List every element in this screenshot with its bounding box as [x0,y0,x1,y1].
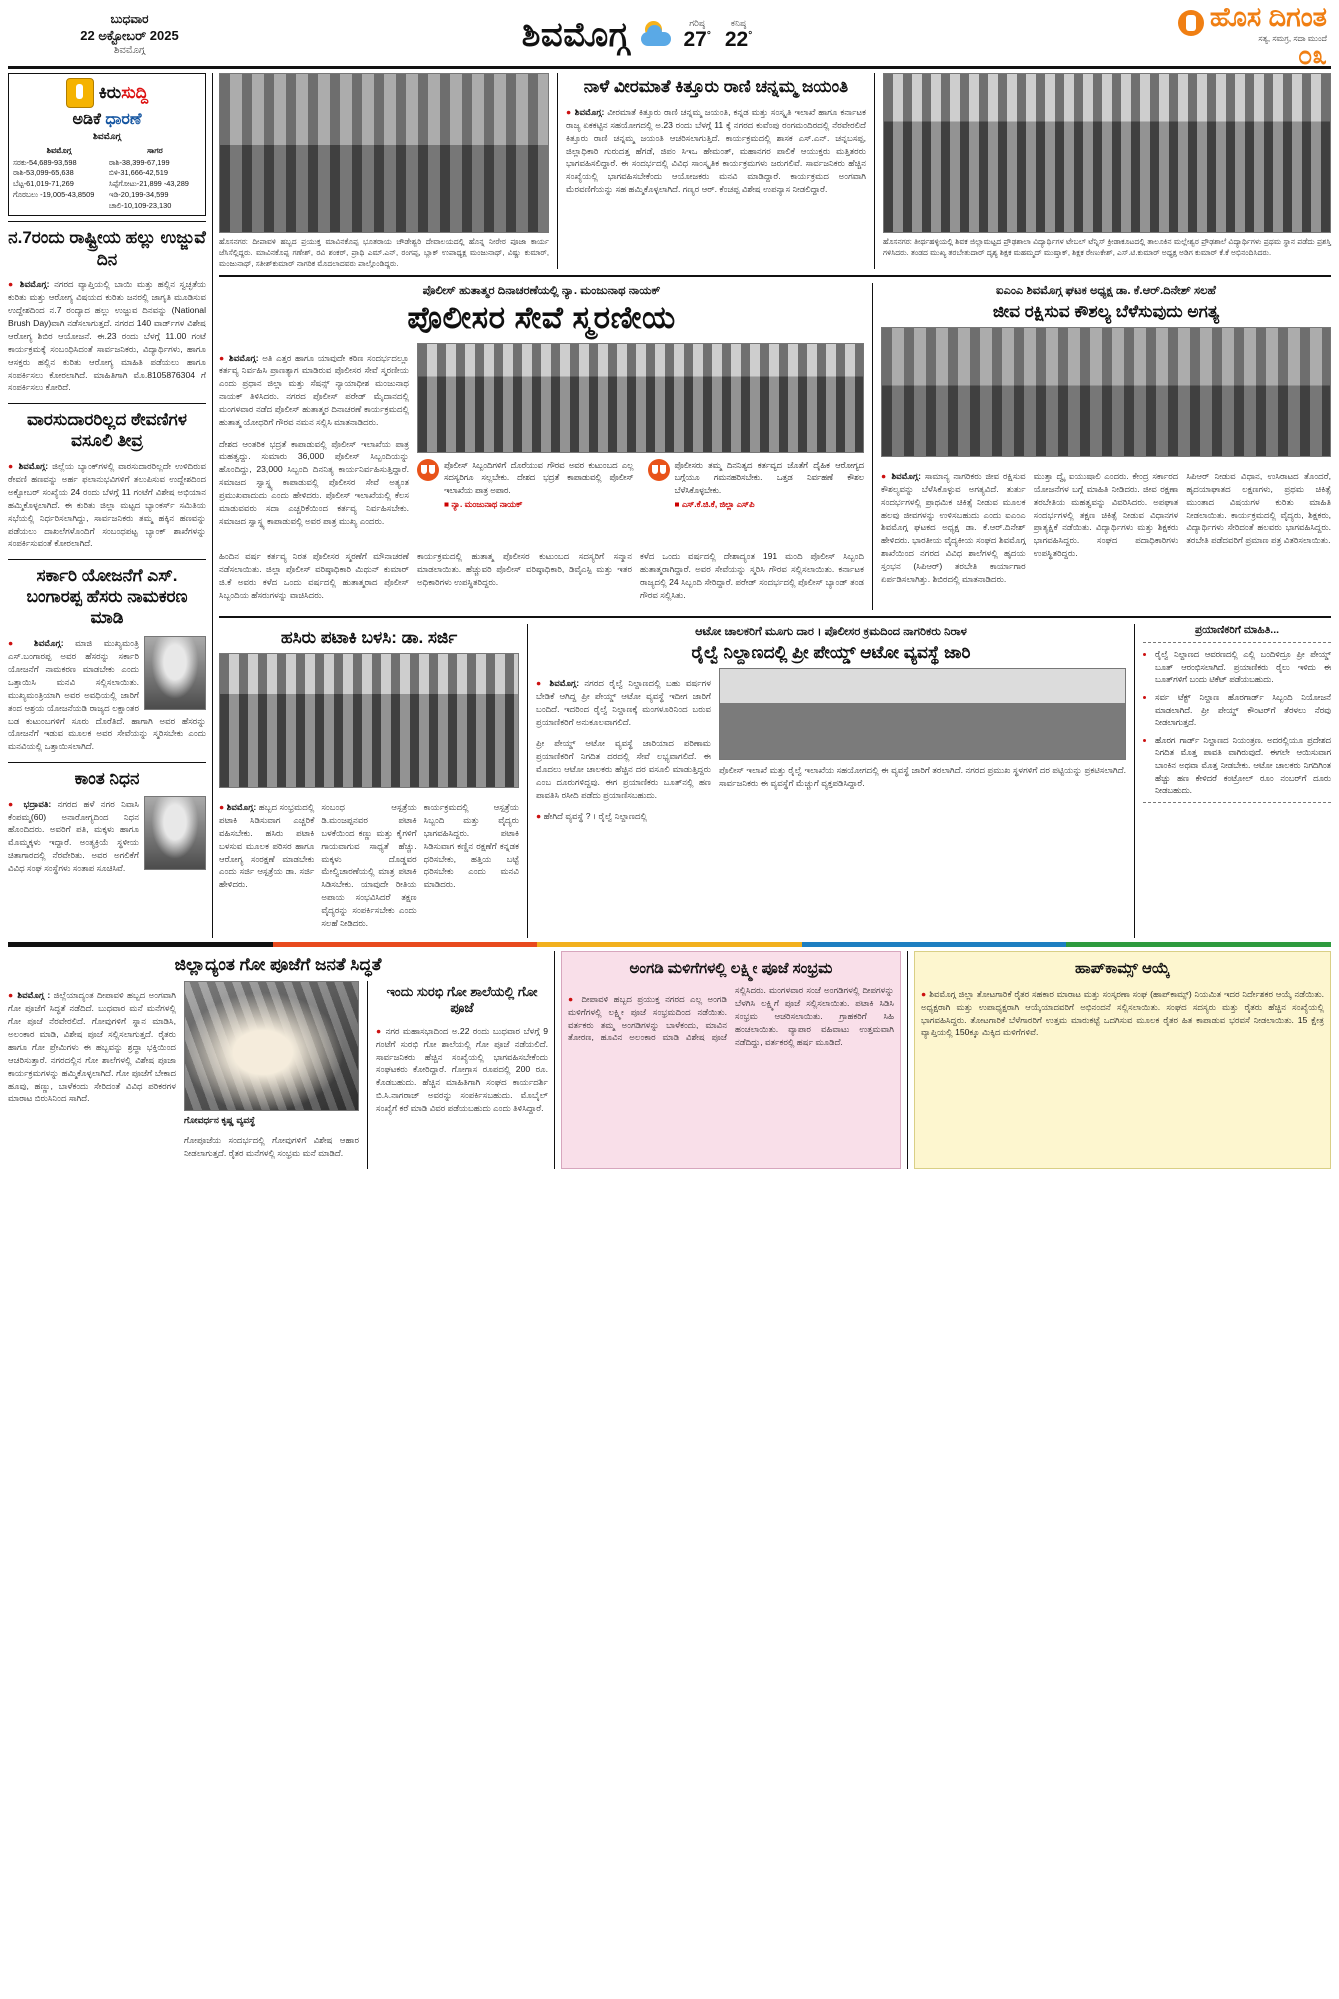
lakshmi-puja-box [561,951,901,1168]
firecracker-body-col1: ● ಶಿವಮೊಗ್ಗ: ಹಬ್ಬದ ಸಂಭ್ರಮದಲ್ಲಿ ಪಟಾಕಿ ಸಿಡಿಸುವಾಗ ಎಚ್ಚರಿಕೆ ವಹಿಸಬೇಕು. ಹಸಿರು ಪಟಾಕಿ ಬಳಸುವ ಮೂಲಕ ಪರಿಸರ ಹಾಗೂ ಆರೋಗ್ಯ ಸಂರಕ್ಷಣೆ ಮಾಡಬೇಕು ಎಂದು ಸರ್ಜಿ ಆಸ್ಪತ್ರೆಯ ಡಾ. ಸರ್ಜಿ ಹೇಳಿದರು. [219,801,315,890]
auto-headline: ರೈಲ್ವೆ ನಿಲ್ದಾಣದಲ್ಲಿ ಪ್ರೀ ಪೇಯ್ಡ್ ಆಟೋ ವ್ಯವಸ್ಥೆ ಜಾರಿ [691,643,971,663]
rate-col1-head: ಶಿವಮೊಗ್ಗ [46,146,72,155]
story-text: ಜಿಲ್ಲೆಯ ಬ್ಯಾಂಕ್‌ಗಳಲ್ಲಿ ವಾರಸುದಾರರಿಲ್ಲದೇ ಉಳಿದಿರುವ ಠೇವಣಿ ಹಣವನ್ನು ಅರ್ಹ ಫಲಾನುಭವಿಗಳಿಗೆ ತಲುಪಿಸುವ ಉದ್ದೇಶದಿಂದ ಅಕ್ಟೋಬರ್ ಸಂಖ್ಯೆಯ 24 ರಂದು ಬೆಳಗ್ಗೆ 11 ಗಂಟೆಗೆ ವಿಶೇಷ ಅಭಿಯಾನ ಹಮ್ಮಿಕೊಳ್ಳಲಾಗಿದೆ. ಈ ಕುರಿತು ಜಿಲ್ಲಾ ಮಟ್ಟದ ಬ್ಯಾಂಕರ್ಸ್ ಸಮಿತಿಯ ಸಭೆಯಲ್ಲಿ ನಿರ್ಧರಿಸಲಾಗಿದ್ದು, ಸಾರ್ವಜನಿಕರು ತಮ್ಮ ಹಕ್ಕಿನ ಹಣವನ್ನು ಪಡೆಯಲು ದಾಖಲೆಗಳೊಂದಿಗೆ ಸಂಬಂಧಪಟ್ಟ ಬ್ಯಾಂಕ್ ಶಾಖೆಗಳನ್ನು ಸಂಪರ್ಕಿಸುವಂತೆ ಕೋರಲಾಗಿದೆ. [8,461,207,549]
rate-row: ಸಿಪ್ಪೆಗೋಟು-21,899 -43,289 [108,179,189,189]
ad-line2-b: ಧಾರಣೆ [105,111,142,128]
ad-logo-text-2: ಸುದ್ದಿ [121,83,149,102]
go-puja-story [8,951,548,1168]
police-quotes [417,459,864,510]
masthead-date-block [12,12,247,58]
quote-attribution: ■ ನ್ಯಾ. ಮಂಜುನಾಥ ನಾಯಕ್ [444,499,523,510]
story-head-deposits: ವಾರಸುದಾರರಿಲ್ಲದ ಠೇವಣಿಗಳ ವಸೂಲಿ ತೀವ್ರ [27,409,187,451]
story-body-bangarappa: ● ಶಿವಮೊಗ್ಗ: ಮಾಜಿ ಮುಖ್ಯಮಂತ್ರಿ ಎಸ್.ಬಂಗಾರಪ್ಪ ಅವರ ಹೆಸರನ್ನು ಸರ್ಕಾರಿ ಯೋಜನೆಗೆ ನಾಮಕರಣ ಮಾಡಬೇಕು ಎಂದು ಒತ್ತಾಯಿಸಿ ಮನವಿ ಸಲ್ಲಿಸಲಾಯಿತು. ಮುಖ್ಯಮಂತ್ರಿಯಾಗಿ ಅವರ ಅವಧಿಯಲ್ಲಿ ಜಾರಿಗೆ ತಂದ ಆಶ್ರಯ ಯೋಜನೆಯಡಿ ರಾಜ್ಯದ ಲಕ್ಷಾಂತರ ಬಡ ಕುಟುಂಬಗಳಿಗೆ ಸೂರು ದೊರೆತಿದೆ. ಹಾಗಾಗಿ ಅವರ ಹೆಸರನ್ನು ಯೋಜನೆಗೆ ಇಡುವ ಮೂಲಕ ಅವರ ಸೇವೆಯನ್ನು ಸ್ಮರಿಸಬೇಕು ಎಂದು ಮನವಿಯಲ್ಲಿ ಒತ್ತಾಯಿಸಲಾಗಿದೆ. [8,638,206,752]
story-text: ವೀರಮಾತೆ ಕಿತ್ತೂರು ರಾಣಿ ಚನ್ನಮ್ಮ ಜಯಂತಿ, ಕನ್ನಡ ಮತ್ತು ಸಂಸ್ಕೃತಿ ಇಲಾಖೆ ಹಾಗೂ ಕರ್ನಾಟಕ ರಾಜ್ಯ ಏಕಕಟ್ಟಿನ ಸಹಯೋಗದಲ್ಲಿ ಅ.23 ರಂದು ಬೆಳಗ್ಗೆ 11 ಕ್ಕೆ ನಗರದ ಕುವೆಂಪು ರಂಗಮಂದಿರದಲ್ಲಿ ನೆರವೇರಲಿದೆ ಕಿತ್ತೂರು ರಾಣಿ ಚನ್ನಮ್ಮ ಜಯಂತಿ ಆಚರಿಸಲಾಗುತ್ತಿದೆ. ಕಾರ್ಯಕ್ರಮದಲ್ಲಿ ಶಾಸಕ ಎಸ್.ಎನ್. ಚನ್ನಬಸಪ್ಪ, ಜಿಲ್ಲಾಧಿಕಾರಿ ಗುರುದತ್ತ ಹೆಗಡೆ, ಜಿಪಂ ಸಿಇಒ ಹೇಮಂತ್, ಮಹಾನಗರ ಪಾಲಿಕೆ ಆಯುಕ್ತರು ಮತ್ತಿತರರು ಭಾಗವಹಿಸಲಿದ್ದಾರೆ. ಈ ಸಂದರ್ಭದಲ್ಲಿ ವಿವಿಧ ಸಾಂಸ್ಕೃತಿಕ ಕಾರ್ಯಕ್ರಮಗಳು ಜರುಗಲಿವೆ. ಸಾರ್ವಜನಿಕರು ಹೆಚ್ಚಿನ ಸಂಖ್ಯೆಯಲ್ಲಿ ಭಾಗವಹಿಸಬೇಕೆಂದು ಆಯೋಜಕರು ಮನವಿ ಮಾಡಿದ್ದಾರೆ. ಕಾರ್ಯಕ್ರಮದ ಅಂಗವಾಗಿ ಮೆರವಣಿಗೆಯನ್ನು ಸಹ ಹಮ್ಮಿಕೊಳ್ಳಲಾಗಿದೆ. ಗಣ್ಯರ ಆರ್. ಕೆಂಚಪ್ಪ ವಿಶೇಷ ಉಪನ್ಯಾಸ ನೀಡಲಿದ್ದಾರೆ. [566,106,866,195]
firecracker-body-col2: ಸಂಬಂಧ ಆಸ್ಪತ್ರೆಯ ಡಿ.ಮಂಜಪ್ಪನವರ ಪಟಾಕಿ ಬಳಕೆಯಿಂದ ಕಣ್ಣು ಮತ್ತು ಕೈಗಳಿಗೆ ಗಾಯವಾಗುವ ಸಾಧ್ಯತೆ ಹೆಚ್ಚು. ಮಕ್ಕಳು ದೊಡ್ಡವರ ಮೇಲ್ವಿಚಾರಣೆಯಲ್ಲಿ ಮಾತ್ರ ಪಟಾಕಿ ಸಿಡಿಸಬೇಕು. ಯಾವುದೇ ರೀತಿಯ ಅಪಾಯ ಸಂಭವಿಸಿದರೆ ತಕ್ಷಣ ವೈದ್ಯರನ್ನು ಸಂಪರ್ಕಿಸಬೇಕು ಎಂದು ಸಲಹೆ ನೀಡಿದರು. [321,801,417,928]
quote-block-2 [648,459,865,510]
dateline: ಭದ್ರಾವತಿ: [23,798,52,809]
rate-row: ಬಿಳಿ-31,666-42,519 [108,168,169,178]
photo-caption: ಹೊಸನಗರ: ದೀಪಾವಳಿ ಹಬ್ಬದ ಪ್ರಯುಕ್ತ ಮಾವಿನಕೊಪ್ಪ ಭೂತರಾಯ ಚೌಡೇಶ್ವರಿ ದೇವಾಲಯದಲ್ಲಿ ಹೊನ್ನ ನೀರೇರ ಪೂಜಾ ಕಾರ್ಯ ಜೆಸಿಸೆಲ್ಲಿದ್ದರು. ಮಾವಿನಕೊಪ್ಪ ಗಣೇಶ್, ರವಿ ಶಂಕರ್, ಪ್ರಾಥಿ ಎಮ್.ಎನ್, ರಂಗಪ್ಪ, ಬ್ಲಾಕ್ ಉಪಾಧ್ಯಕ್ಷ ಮಂಜುನಾಥ್, ವಿಷ್ಣು ಕುಮಾರ್, ಮಂಜುನಾಥ್, ಸತೀಶ್‌ಕುಮಾರ್ ನಾಗರಿಕ ಮೊದಲಾದವರು ಪಾಲ್ಗೊಂಡಿದ್ದರು. [219,237,549,268]
bottom-section [8,951,1331,1168]
lakshmi-body: ● ದೀಪಾವಳಿ ಹಬ್ಬದ ಪ್ರಯುಕ್ತ ನಗರದ ಎಲ್ಲ ಅಂಗಡಿ ಮಳಿಗೆಗಳಲ್ಲಿ ಲಕ್ಷ್ಮೀ ಪೂಜೆ ಸಂಭ್ರಮದಿಂದ ನಡೆಯಿತು. ವರ್ತಕರು ತಮ್ಮ ಅಂಗಡಿಗಳನ್ನು ಬಾಳೆಕಂದು, ಮಾವಿನ ತೋರಣ, ಹೂವಿನ ಅಲಂಕಾರ ಮಾಡಿ ವಿಶೇಷ ಪೂಜೆ ಸಲ್ಲಿಸಿದರು. ಮಂಗಳವಾರ ಸಂಜೆ ಅಂಗಡಿಗಳಲ್ಲಿ ದೀಪಗಳನ್ನು ಬೆಳಗಿಸಿ ಲಕ್ಷ್ಮಿಗೆ ಪೂಜೆ ಸಲ್ಲಿಸಲಾಯಿತು. ಪಟಾಕಿ ಸಿಡಿಸಿ ಸಂಭ್ರಮ ಆಚರಿಸಲಾಯಿತು. ಗ್ರಾಹಕರಿಗೆ ಸಿಹಿ ಹಂಚಲಾಯಿತು. ವ್ಯಾಪಾರ ವಹಿವಾಟು ಉತ್ತಮವಾಗಿ ನಡೆದಿದ್ದು, ವರ್ತಕರಲ್ಲಿ ಹರ್ಷ ಮೂಡಿದೆ. [568,985,894,1047]
photo-cpr-training [881,327,1331,457]
list-item: • ರೈಲ್ವೆ ನಿಲ್ದಾಣದ ಆವರಣದಲ್ಲಿ ಎಲ್ಲಿ ಬಂದಿಳಿದ್ರೂ ಪ್ರೀ ಪೇಯ್ಡ್ ಬೂತ್ ಆರಂಭಿಸಲಾಗಿದೆ. ಪ್ರಯಾಣಿಕರು ರೈಲು ಇಳಿದು ಈ ಬೂತ್‌ಗಳಿಗೆ ಬಂದು ಟಿಕೆಟ್ ಪಡೆಯಬಹುದು. [1155,648,1331,686]
story-head-obituary: ಕಾಂತ ನಿಧನ [74,768,140,788]
story-body-deposits: ● ಶಿವಮೊಗ್ಗ: ಜಿಲ್ಲೆಯ ಬ್ಯಾಂಕ್‌ಗಳಲ್ಲಿ ವಾರಸುದಾರರಿಲ್ಲದೇ ಉಳಿದಿರುವ ಠೇವಣಿ ಹಣವನ್ನು ಅರ್ಹ ಫಲಾನುಭವಿಗಳಿಗೆ ತಲುಪಿಸುವ ಉದ್ದೇಶದಿಂದ ಅಕ್ಟೋಬರ್ ಸಂಖ್ಯೆಯ 24 ರಂದು ಬೆಳಗ್ಗೆ 11 ಗಂಟೆಗೆ ವಿಶೇಷ ಅಭಿಯಾನ ಹಮ್ಮಿಕೊಳ್ಳಲಾಗಿದೆ. ಈ ಕುರಿತು ಜಿಲ್ಲಾ ಮಟ್ಟದ ಬ್ಯಾಂಕರ್ಸ್ ಸಮಿತಿಯ ಸಭೆಯಲ್ಲಿ ನಿರ್ಧರಿಸಲಾಗಿದ್ದು, ಸಾರ್ವಜನಿಕರು ತಮ್ಮ ಹಕ್ಕಿನ ಹಣವನ್ನು ಪಡೆಯಲು ದಾಖಲೆಗಳೊಂದಿಗೆ ಸಂಬಂಧಪಟ್ಟ ಬ್ಯಾಂಕ್ ಶಾಖೆಗಳನ್ನು ಸಂಪರ್ಕಿಸುವಂತೆ ಕೋರಲಾಗಿದೆ. [8,461,207,549]
top-photo-right-block [883,73,1331,269]
masthead-center [247,16,1027,55]
health-body-col1: ● ಶಿವಮೊಗ್ಗ: ಸಾಮಾನ್ಯ ನಾಗರಿಕರು ಜೀವ ರಕ್ಷಿಸುವ ಕೌಶಲ್ಯವನ್ನು ಬೆಳೆಸಿಕೊಳ್ಳುವ ಅಗತ್ಯವಿದೆ. ತುರ್ತು ಸಂದರ್ಭಗಳಲ್ಲಿ ಪ್ರಾಥಮಿಕ ಚಿಕಿತ್ಸೆ ನೀಡುವ ಮೂಲಕ ಹಲವು ಜೀವಗಳನ್ನು ಉಳಿಸಬಹುದು ಎಂದು ಐಎಂಎ ಶಿವಮೊಗ್ಗ ಘಟಕದ ಅಧ್ಯಕ್ಷ ಡಾ. ಕೆ.ಆರ್.ದಿನೇಶ್ ಹೇಳಿದರು. ಭಾರತೀಯ ವೈದ್ಯಕೀಯ ಸಂಘದ ಶಿವಮೊಗ್ಗ ಶಾಖೆಯಿಂದ ನಗರದ ವಿವಿಧ ಶಾಲೆಗಳಲ್ಲಿ ಹೃದಯ ಸ್ತಂಭನ (ಸಿಪಿಆರ್) ತರಬೇತಿ ಕಾರ್ಯಾಗಾರ ಏರ್ಪಡಿಸಲಾಗಿತ್ತು. ಶಿಬಿರದಲ್ಲಿ ಮಾತನಾಡಿದರು. [881,470,1026,584]
brand [1027,2,1327,44]
police-body-col3: ಹಿಂದಿನ ವರ್ಷ ಕರ್ತವ್ಯ ನಿರತ ಪೊಲೀಸರ ಸ್ಮರಣೆಗೆ ಮೌನಾಚರಣೆ ನಡೆಸಲಾಯಿತು. ಜಿಲ್ಲಾ ಪೊಲೀಸ್ ವರಿಷ್ಠಾಧಿಕಾರಿ ಮಿಥುನ್ ಕುಮಾರ್ ಜಿ.ಕೆ ಅವರು ಕಳೆದ ಒಂದು ವರ್ಷದಲ್ಲಿ ಹುತಾತ್ಮರಾದ ಪೊಲೀಸ್ ಸಿಬ್ಬಂದಿಯ ಹೆಸರುಗಳನ್ನು ವಾಚಿಸಿದರು. [219,550,409,600]
masthead [8,2,1331,70]
police-headline: ಪೊಲೀಸರ ಸೇವೆ ಸ್ಮರಣೀಯ [407,300,676,335]
story-body-chennamma: ● ಶಿವಮೊಗ್ಗ: ವೀರಮಾತೆ ಕಿತ್ತೂರು ರಾಣಿ ಚನ್ನಮ್ಮ ಜಯಂತಿ, ಕನ್ನಡ ಮತ್ತು ಸಂಸ್ಕೃತಿ ಇಲಾಖೆ ಹಾಗೂ ಕರ್ನಾಟಕ ರಾಜ್ಯ ಏಕಕಟ್ಟಿನ ಸಹಯೋಗದಲ್ಲಿ ಅ.23 ರಂದು ಬೆಳಗ್ಗೆ 11 ಕ್ಕೆ ನಗರದ ಕುವೆಂಪು ರಂಗಮಂದಿರದಲ್ಲಿ ನೆರವೇರಲಿದೆ ಕಿತ್ತೂರು ರಾಣಿ ಚನ್ನಮ್ಮ ಜಯಂತಿ ಆಚರಿಸಲಾಗುತ್ತಿದೆ. ಕಾರ್ಯಕ್ರಮದಲ್ಲಿ ಶಾಸಕ ಎಸ್.ಎನ್. ಚನ್ನಬಸಪ್ಪ, ಜಿಲ್ಲಾಧಿಕಾರಿ ಗುರುದತ್ತ ಹೆಗಡೆ, ಜಿಪಂ ಸಿಇಒ ಹೇಮಂತ್, ಮಹಾನಗರ ಪಾಲಿಕೆ ಆಯುಕ್ತರು ಮತ್ತಿತರರು ಭಾಗವಹಿಸಲಿದ್ದಾರೆ. ಈ ಸಂದರ್ಭದಲ್ಲಿ ವಿವಿಧ ಸಾಂಸ್ಕೃತಿಕ ಕಾರ್ಯಕ್ರಮಗಳು ಜರುಗಲಿವೆ. ಸಾರ್ವಜನಿಕರು ಹೆಚ್ಚಿನ ಸಂಖ್ಯೆಯಲ್ಲಿ ಭಾಗವಹಿಸಬೇಕೆಂದು ಆಯೋಜಕರು ಮನವಿ ಮಾಡಿದ್ದಾರೆ. ಕಾರ್ಯಕ್ರಮದ ಅಂಗವಾಗಿ ಮೆರವಣಿಗೆಯನ್ನು ಸಹ ಹಮ್ಮಿಕೊಳ್ಳಲಾಗಿದೆ. ಗಣ್ಯರ ಆರ್. ಕೆಂಚಪ್ಪ ವಿಶೇಷ ಉಪನ್ಯಾಸ ನೀಡಲಿದ್ದಾರೆ. [566,106,866,195]
weather-temps [683,19,752,52]
quote-attribution: ■ ಎಸ್.ಕೆ.ಜಿ.ಕೆ, ಜಿಲ್ಲಾ ಎಸ್‌ಪಿ [674,499,755,510]
hopcoms-headline: ಹಾಪ್‌ಕಾಮ್ಸ್ ಆಯ್ಕೆ [1075,960,1170,978]
go-puja-body: ● ಶಿವಮೊಗ್ಗ : ಜಿಲ್ಲೆಯಾದ್ಯಂತ ದೀಪಾವಳಿ ಹಬ್ಬದ ಅಂಗವಾಗಿ ಗೋ ಪೂಜೆಗೆ ಸಿದ್ಧತೆ ನಡೆದಿದೆ. ಬುಧವಾರ ಮನೆ ಮನೆಗಳಲ್ಲಿ ಗೋ ಪೂಜೆ ನೆರವೇರಲಿದೆ. ಗೋವುಗಳಿಗೆ ಸ್ನಾನ ಮಾಡಿಸಿ, ಅಲಂಕಾರ ಮಾಡಿ, ವಿಶೇಷ ಪೂಜೆ ಸಲ್ಲಿಸಲಾಗುತ್ತದೆ. ರೈತರು ಹಾಗೂ ಗೋ ಪ್ರೇಮಿಗಳು ಈ ಹಬ್ಬವನ್ನು ಶ್ರದ್ಧಾ ಭಕ್ತಿಯಿಂದ ಆಚರಿಸುತ್ತಾರೆ. ನಗರದಲ್ಲಿನ ಗೋ ಶಾಲೆಗಳಲ್ಲಿ ವಿಶೇಷ ಪೂಜಾ ಕಾರ್ಯಕ್ರಮಗಳನ್ನು ಹಮ್ಮಿಕೊಳ್ಳಲಾಗಿದೆ. ಗೋ ಪೂಜೆಗೆ ಬೇಕಾದ ಹೂವು, ಹಣ್ಣು, ಬಾಳೆಕಂದು ಸೇರಿದಂತೆ ವಿವಿಧ ಪರಿಕರಗಳ ಮಾರಾಟ ಬಿರುಸಿನಿಂದ ಸಾಗಿದೆ. [8,990,177,1104]
police-story [219,283,864,610]
edition-title: ಶಿವಮೊಗ್ಗ [521,15,630,54]
photo-prepaid-auto-booth [719,668,1126,760]
health-headline: ಜೀವ ರಕ್ಷಿಸುವ ಕೌಶಲ್ಯ ಬೆಳೆಸುವುದು ಅಗತ್ಯ [992,302,1220,321]
story-text: ನಗರದ ವ್ಯಾಪ್ತಿಯಲ್ಲಿ ಬಾಯಿ ಮತ್ತು ಹಲ್ಲಿನ ಸ್ವಚ್ಛತೆಯ ಕುರಿತು ಮತ್ತು ಆರೋಗ್ಯ ವಿಷಯದ ಕುರಿತು ಜನರಲ್ಲಿ ಜಾಗೃತಿ ಮೂಡಿಸುವ ಉದ್ದೇಶದಿಂದ ನ.7 ರಂದ್ಯಾದ ಹಲ್ಲು ಉಜ್ಜುವ ದಿನವನ್ನು (National Brush Day)ವಾಗಿ ನಡೆಸಲಾಗುತ್ತದೆ. ನಗರದ 140 ವಾರ್ಡ್‌ಗಳ ವಿಶೇಷ ಆರೋಗ್ಯ ಶಿಬಿರ ಆಯೋಜನೆ. ಈ.23 ರಂದು ಬೆಳಗ್ಗೆ 11.00 ಗಂಟೆ ಕಾರ್ಯಕ್ರಮಕ್ಕೆ ಸಂಬಂಧಿಸಿದಂತೆ ಸಾರ್ವಜನಿಕರು, ವಿದ್ಯಾರ್ಥಿಗಳು, ಹಾಗೂ ಆಸಕ್ತರು ಹಲ್ಲಿನ ಕುರಿತು ಆರೋಗ್ಯ ಮಾಹಿತಿ ಪಡೆಯಲು ಹಾಗೂ ಸಂಪರ್ಕಿಸಲು ಕೋರಲಾಗಿದೆ. ಮಾಹಿತಿಗಾಗಿ ಮೊ.8105876304 ಗೆ ಸಂಪರ್ಕಿಸಲು ಕೋರಿದೆ. [8,279,207,393]
ad-line2-a: ಅಡಿಕೆ [72,111,101,128]
dateline: ಶಿವಮೊಗ್ಗ: [549,677,580,688]
masthead-place: ಶಿವಮೊಗ್ಗ [113,45,146,57]
dateline: ಶಿವಮೊಗ್ಗ: [891,470,922,481]
firecracker-body-col3: ಕಾರ್ಯಕ್ರಮದಲ್ಲಿ ಆಸ್ಪತ್ರೆಯ ಸಿಬ್ಬಂದಿ ಮತ್ತು ವೈದ್ಯರು ಭಾಗವಹಿಸಿದ್ದರು. ಪಟಾಕಿ ಸಿಡಿಸುವಾಗ ಕಣ್ಣಿನ ರಕ್ಷಣೆಗೆ ಕನ್ನಡಕ ಧರಿಸಬೇಕು, ಹತ್ತಿಯ ಬಟ್ಟೆ ಧರಿಸಬೇಕು ಎಂದು ಮನವಿ ಮಾಡಿದರು. [423,801,519,890]
go-puja-subtext: ಗೋಪೂಜೆಯ ಸಂದರ್ಭದಲ್ಲಿ ಗೋವುಗಳಿಗೆ ವಿಶೇಷ ಆಹಾರ ನೀಡಲಾಗುತ್ತದೆ. ರೈತರ ಮನೆಗಳಲ್ಲಿ ಸಂಭ್ರಮ ಮನೆ ಮಾಡಿದೆ. [184,1135,359,1159]
dateline: ಶಿವಮೊಗ್ಗ : [17,990,51,1001]
police-tail-1: ಕಾರ್ಯಕ್ರಮದಲ್ಲಿ ಹುತಾತ್ಮ ಪೊಲೀಸರ ಕುಟುಂಬದ ಸದಸ್ಯರಿಗೆ ಸನ್ಮಾನ ಮಾಡಲಾಯಿತು. ಹೆಚ್ಚುವರಿ ಪೊಲೀಸ್ ವರಿಷ್ಠಾಧಿಕಾರಿ, ಡಿವೈಎಸ್ಪಿ ಮತ್ತು ಇತರ ಅಧಿಕಾರಿಗಳು ಉಪಸ್ಥಿತರಿದ್ದರು. [417,550,632,587]
story-text: ಮಾಜಿ ಮುಖ್ಯಮಂತ್ರಿ ಎಸ್.ಬಂಗಾರಪ್ಪ ಅವರ ಹೆಸರನ್ನು ಸರ್ಕಾರಿ ಯೋಜನೆಗೆ ನಾಮಕರಣ ಮಾಡಬೇಕು ಎಂದು ಒತ್ತಾಯಿಸಿ ಮನವಿ ಸಲ್ಲಿಸಲಾಯಿತು. ಮುಖ್ಯಮಂತ್ರಿಯಾಗಿ ಅವರ ಅವಧಿಯಲ್ಲಿ ಜಾರಿಗೆ ತಂದ ಆಶ್ರಯ ಯೋಜನೆಯಡಿ ರಾಜ್ಯದ ಲಕ್ಷಾಂತರ ಬಡ ಕುಟುಂಬಗಳಿಗೆ ಸೂರು ದೊರೆತಿದೆ. ಹಾಗಾಗಿ ಅವರ ಹೆಸರನ್ನು ಯೋಜನೆಗೆ ಇಡುವ ಮೂಲಕ ಅವರ ಸೇವೆಯನ್ನು ಸ್ಮರಿಸಬೇಕು ಎಂದು ಮನವಿಯಲ್ಲಿ ಒತ್ತಾಯಿಸಲಾಗಿದೆ. [8,638,206,752]
quote-text: ಪೊಲೀಸರು ತಮ್ಮ ದಿನನಿತ್ಯದ ಕರ್ತವ್ಯದ ಜೊತೆಗೆ ದೈಹಿಕ ಆರೋಗ್ಯದ ಬಗ್ಗೆಯೂ ಗಮನಹರಿಸಬೇಕು. ಒತ್ತಡ ನಿರ್ವಹಣೆ ಕೌಶಲ ಬೆಳೆಸಿಕೊಳ್ಳಬೇಕು. [674,460,864,495]
surabhi-body: ● ನಗರ ಮಹಾಸಭಾದಿಂದ ಅ.22 ರಂದು ಬುಧವಾರ ಬೆಳಗ್ಗೆ 9 ಗಂಟೆಗೆ ಸುರಭಿ ಗೋ ಶಾಲೆಯಲ್ಲಿ ಗೋ ಪೂಜೆ ನಡೆಯಲಿದೆ. ಸಾರ್ವಜನಿಕರು ಹೆಚ್ಚಿನ ಸಂಖ್ಯೆಯಲ್ಲಿ ಭಾಗವಹಿಸಬೇಕೆಂದು ಸಂಘಟಕರು ಕೋರಿದ್ದಾರೆ. ಗೋಗ್ರಾಸ ರೂಪದಲ್ಲಿ 200 ರೂ. ಕೊಡಬಹುದು. ಹೆಚ್ಚಿನ ಮಾಹಿತಿಗಾಗಿ ಸಂಘದ ಕಾರ್ಯದರ್ಶಿ ಬಿ.ಸಿ.ನಾಗರಾಜ್ ಅವರನ್ನು ಸಂಪರ್ಕಿಸಬಹುದು. ಮೊಬೈಲ್ ಸಂಖ್ಯೆಗೆ ಕರೆ ಮಾಡಿ ವಿವರ ಪಡೆಯಬಹುದು ಎಂದು ತಿಳಿಸಿದ್ದಾರೆ. [376,1025,548,1114]
ad-logo [13,78,201,108]
page-number: ೦೩ [1297,40,1327,70]
auto-body-col1: ● ಶಿವಮೊಗ್ಗ: ನಗರದ ರೈಲ್ವೆ ನಿಲ್ದಾಣದಲ್ಲಿ ಬಹು ವರ್ಷಗಳ ಬೇಡಿಕೆ ಆಗಿದ್ದ ಪ್ರೀ ಪೇಯ್ಡ್ ಆಟೋ ವ್ಯವಸ್ಥೆ ಇದೀಗ ಜಾರಿಗೆ ಬಂದಿದೆ. ಇದರಿಂದ ರೈಲ್ವೆ ನಿಲ್ದಾಣಕ್ಕೆ ಮಂಗಳೂರಿನಿಂದ ಬರುವ ಪ್ರಯಾಣಿಕರಿಗೆ ಅನುಕೂಲವಾಗಲಿದೆ. [536,677,711,727]
temp-max-label: ಗರಿಷ್ಠ [689,17,706,28]
story-body-brush-day: ● ಶಿವಮೊಗ್ಗ: ನಗರದ ವ್ಯಾಪ್ತಿಯಲ್ಲಿ ಬಾಯಿ ಮತ್ತು ಹಲ್ಲಿನ ಸ್ವಚ್ಛತೆಯ ಕುರಿತು ಮತ್ತು ಆರೋಗ್ಯ ವಿಷಯದ ಕುರಿತು ಜನರಲ್ಲಿ ಜಾಗೃತಿ ಮೂಡಿಸುವ ಉದ್ದೇಶದಿಂದ ನ.7 ರಂದ್ಯಾದ ಹಲ್ಲು ಉಜ್ಜುವ ದಿನವನ್ನು (National Brush Day)ವಾಗಿ ನಡೆಸಲಾಗುತ್ತದೆ. ನಗರದ 140 ವಾರ್ಡ್‌ಗಳ ವಿಶೇಷ ಆರೋಗ್ಯ ಶಿಬಿರ ಆಯೋಜನೆ. ಈ.23 ರಂದು ಬೆಳಗ್ಗೆ 11.00 ಗಂಟೆ ಕಾರ್ಯಕ್ರಮಕ್ಕೆ ಸಂಬಂಧಿಸಿದಂತೆ ಸಾರ್ವಜನಿಕರು, ವಿದ್ಯಾರ್ಥಿಗಳು, ಹಾಗೂ ಆಸಕ್ತರು ಹಲ್ಲಿನ ಕುರಿತು ಆರೋಗ್ಯ ಮಾಹಿತಿ ಪಡೆಯಲು ಹಾಗೂ ಸಂಪರ್ಕಿಸಲು ಕೋರಲಾಗಿದೆ. ಮಾಹಿತಿಗಾಗಿ ಮೊ.8105876304 ಗೆ ಸಂಪರ್ಕಿಸಲು ಕೋರಿದೆ. [8,279,207,393]
column-divider [212,73,213,938]
dateline: ಶಿವಮೊಗ್ಗ: [34,638,64,649]
auto-kicker: ಆಟೋ ಚಾಲಕರಿಗೆ ಮೂಗು ದಾರ । ಪೊಲೀಸರ ಕ್ರಮದಿಂದ ನಾಗರಿಕರು ನಿರಾಳ [695,626,967,639]
quote-mark-icon [417,459,439,481]
dateline: ಶಿವಮೊಗ್ಗ: [19,279,50,290]
photo-students-group [883,73,1331,233]
story-head-chennamma: ನಾಳೆ ವೀರಮಾತೆ ಕಿತ್ತೂರು ರಾಣಿ ಚನ್ನಮ್ಮ ಜಯಂತಿ [583,77,849,96]
rate-row: ರಾಶಿ-38,399-67,199 [108,157,170,167]
photo-cow-puja [184,981,359,1111]
quote-text: ಪೊಲೀಸ್ ಸಿಬ್ಬಂದಿಗಳಿಗೆ ದೊರೆಯುವ ಗೌರವ ಅವರ ಕುಟುಂಬದ ಎಲ್ಲ ಸದಸ್ಯರಿಗೂ ಸಲ್ಲಬೇಕು. ದೇಶದ ಭದ್ರತೆ ಕಾಪಾಡುವಲ್ಲಿ ಪೊಲೀಸ್ ಇಲಾಖೆಯ ಪಾತ್ರ ಅಪಾರ. [444,460,634,495]
second-row [219,283,1331,610]
rate-row: ಬೆಟ್ಟ-61,019-71,269 [13,179,74,189]
temp-max: ಗರಿಷ್ಠ 27° [683,17,711,52]
story-text: ಸಾಮಾನ್ಯ ನಾಗರಿಕರು ಜೀವ ರಕ್ಷಿಸುವ ಕೌಶಲ್ಯವನ್ನು ಬೆಳೆಸಿಕೊಳ್ಳುವ ಅಗತ್ಯವಿದೆ. ತುರ್ತು ಸಂದರ್ಭಗಳಲ್ಲಿ ಪ್ರಾಥಮಿಕ ಚಿಕಿತ್ಸೆ ನೀಡುವ ಮೂಲಕ ಹಲವು ಜೀವಗಳನ್ನು ಉಳಿಸಬಹುದು ಎಂದು ಐಎಂಎ ಶಿವಮೊಗ್ಗ ಘಟಕದ ಅಧ್ಯಕ್ಷ ಡಾ. ಕೆ.ಆರ್.ದಿನೇಶ್ ಹೇಳಿದರು. ಭಾರತೀಯ ವೈದ್ಯಕೀಯ ಸಂಘದ ಶಿವಮೊಗ್ಗ ಶಾಖೆಯಿಂದ ನಗರದ ವಿವಿಧ ಶಾಲೆಗಳಲ್ಲಿ ಹೃದಯ ಸ್ತಂಭನ (ಸಿಪಿಆರ್) ತರಬೇತಿ ಕಾರ್ಯಾಗಾರ ಏರ್ಪಡಿಸಲಾಗಿತ್ತು. ಶಿಬಿರದಲ್ಲಿ ಮಾತನಾಡಿದರು. [881,470,1026,584]
surabhi-headline: ಇಂದು ಸುರಭಿ ಗೋ ಶಾಲೆಯಲ್ಲಿ ಗೋ ಪೂಜೆ [386,983,538,1015]
portrait-photo-bangarappa [144,636,206,710]
story-text: ನಗರದ ರೈಲ್ವೆ ನಿಲ್ದಾಣದಲ್ಲಿ ಬಹು ವರ್ಷಗಳ ಬೇಡಿಕೆ ಆಗಿದ್ದ ಪ್ರೀ ಪೇಯ್ಡ್ ಆಟೋ ವ್ಯವಸ್ಥೆ ಇದೀಗ ಜಾರಿಗೆ ಬಂದಿದೆ. ಇದರಿಂದ ರೈಲ್ವೆ ನಿಲ್ದಾಣಕ್ಕೆ ಮಂಗಳೂರಿನಿಂದ ಬರುವ ಪ್ರಯಾಣಿಕರಿಗೆ ಅನುಕೂಲವಾಗಲಿದೆ. [536,677,711,727]
temp-min-value: 22 [724,28,749,52]
list-item: • ಸರ್ವ ಟೆಕ್ಟ್ ನಿಲ್ದಾಣ ಹೊರಗಾರ್ಡ್ ಸಿಬ್ಬಂದಿ ನಿಯೋಜನೆ ಮಾಡಲಾಗಿದೆ. ಪ್ರೀ ಪೇಯ್ಡ್ ಕೌಂಟರ್‌ಗೆ ತೆರಳಲು ನೆರವು ನೀಡಲಾಗುತ್ತದೆ. [1155,691,1331,729]
brand-name: ಹೊಸ ದಿಗಂತ [1209,2,1327,32]
benefits-list [1155,648,1331,797]
story-head-bangarappa: ಸರ್ಕಾರಿ ಯೋಜನೆಗೆ ಎಸ್. ಬಂಗಾರಪ್ಪ ಹೆಸರು ನಾಮಕರಣ ಮಾಡಿ [26,565,188,628]
health-story [881,283,1331,610]
health-kicker: ಐಎಂಎ ಶಿವಮೊಗ್ಗ ಘಟಕ ಅಧ್ಯಕ್ಷ ಡಾ. ಕೆ.ಆರ್.ದಿನೇಶ್ ಸಲಹೆ [996,285,1216,297]
masthead-day: ಬುಧವಾರ [110,12,149,27]
page-body [8,73,1331,938]
portrait-photo-obituary [144,796,206,870]
auto-body-col3: ಪೊಲೀಸ್ ಇಲಾಖೆ ಮತ್ತು ರೈಲ್ವೆ ಇಲಾಖೆಯ ಸಹಯೋಗದಲ್ಲಿ ಈ ವ್ಯವಸ್ಥೆ ಜಾರಿಗೆ ತರಲಾಗಿದೆ. ನಗರದ ಪ್ರಮುಖ ಸ್ಥಳಗಳಿಗೆ ದರ ಪಟ್ಟಿಯನ್ನು ಪ್ರಕಟಿಸಲಾಗಿದೆ. ಸಾರ್ವಜನಿಕರು ಈ ವ್ಯವಸ್ಥೆಗೆ ಮೆಚ್ಚುಗೆ ವ್ಯಕ್ತಪಡಿಸಿದ್ದಾರೆ. [719,765,1126,789]
temp-max-value: 27 [683,28,707,52]
masthead-brand-block [1027,2,1327,68]
temp-min-label: ಕನಿಷ್ಠ [730,17,747,28]
top-row [219,73,1331,269]
dateline: ಶಿವಮೊಗ್ಗ: [574,106,605,117]
column-main [219,73,1331,938]
masthead-date: 22 ಅಕ್ಟೋಬರ್ 2025 [80,28,179,44]
health-body-col2: ಮುತ್ತಾ ದ್ವೈ ಐಯುಷಾಲಿ ಎಂದರು. ಕೇಂದ್ರ ಸರ್ಕಾರದ ಯೋಜನೆಗಳ ಬಗ್ಗೆ ಮಾಹಿತಿ ನೀಡಿದರು. ಜೀವ ರಕ್ಷಣಾ ತರಬೇತಿಯ ಮಹತ್ವವನ್ನು ವಿವರಿಸಿದರು. ಅಪಘಾತ ಸಂದರ್ಭಗಳಲ್ಲಿ ತಕ್ಷಣ ಚಿಕಿತ್ಸೆ ನೀಡುವ ವಿಧಾನಗಳ ಪ್ರಾತ್ಯಕ್ಷಿಕೆ ನಡೆಯಿತು. ವಿದ್ಯಾರ್ಥಿಗಳು ಮತ್ತು ಶಿಕ್ಷಕರು ಭಾಗವಹಿಸಿದ್ದರು. ಸಂಘದ ಪದಾಧಿಕಾರಿಗಳು ಉಪಸ್ಥಿತರಿದ್ದರು. [1033,470,1179,559]
benefits-head: ಪ್ರಯಾಣಿಕರಿಗೆ ಮಾಹಿತಿ... [1194,624,1280,637]
section-color-strip [8,942,1331,947]
third-row [219,624,1331,938]
firecracker-headline: ಹಸಿರು ಪಟಾಕಿ ಬಳಸಿ: ಡಾ. ಸರ್ಜಿ [280,628,458,648]
photo-temple-puja [219,73,549,233]
weather-sun-cloud-icon [639,18,673,52]
auto-body-col2: ಪ್ರೀ ಪೇಯ್ಡ್ ಆಟೋ ವ್ಯವಸ್ಥೆ ಜಾರಿಯಾದ ಪರಿಣಾಮ ಪ್ರಯಾಣಿಕರಿಗೆ ನಿಗದಿತ ದರದಲ್ಲಿ ಸೇವೆ ಲಭ್ಯವಾಗಲಿದೆ. ಈ ಮೊದಲು ಆಟೋ ಚಾಲಕರು ಹೆಚ್ಚಿನ ದರ ವಸೂಲಿ ಮಾಡುತ್ತಿದ್ದರು ಎಂಬ ದೂರುಗಳಿದ್ದವು. ಈಗ ಪ್ರಯಾಣಿಕರು ಬೂತ್‌ನಲ್ಲಿ ಹಣ ಪಾವತಿಸಿ ರಸೀದಿ ಪಡೆದು ಪ್ರಯಾಣಿಸಬಹುದು. [536,738,711,800]
dateline: ಶಿವಮೊಗ್ಗ: [226,801,257,812]
police-tail-2: ಕಳೆದ ಒಂದು ವರ್ಷದಲ್ಲಿ ದೇಶಾದ್ಯಂತ 191 ಮಂದಿ ಪೊಲೀಸ್ ಸಿಬ್ಬಂದಿ ಹುತಾತ್ಮರಾಗಿದ್ದಾರೆ. ಅವರ ಸೇವೆಯನ್ನು ಸ್ಮರಿಸಿ ಗೌರವ ಸಲ್ಲಿಸಲಾಯಿತು. ಕರ್ನಾಟಕ ರಾಜ್ಯದಲ್ಲಿ 24 ಸಿಬ್ಬಂದಿ ಸೇರಿದ್ದಾರೆ. ಪರೇಡ್ ಸಂದರ್ಭದಲ್ಲಿ ಪೊಲೀಸ್ ಬ್ಯಾಂಡ್ ತಂಡ ಗೌರವ ಸಲ್ಲಿಸಿತು. [640,550,864,600]
brand-tagline: ಸತ್ಯ, ಸಮಗ್ರ, ಸದಾ ಮುಂದೆ [1258,34,1327,43]
health-body-col3: ಸಿಪಿಆರ್ ನೀಡುವ ವಿಧಾನ, ಉಸಿರಾಟದ ತೊಂದರೆ, ಹೃದಯಾಘಾತದ ಲಕ್ಷಣಗಳು, ಪ್ರಥಮ ಚಿಕಿತ್ಸೆ ಮುಂತಾದ ವಿಷಯಗಳ ಕುರಿತು ಮಾಹಿತಿ ನೀಡಲಾಯಿತು. ಕಾರ್ಯಕ್ರಮದಲ್ಲಿ ವೈದ್ಯರು, ಶಿಕ್ಷಕರು, ವಿದ್ಯಾರ್ಥಿಗಳು ಸೇರಿದಂತೆ ಹಲವರು ಭಾಗವಹಿಸಿದ್ದರು. ತರಬೇತಿ ಪಡೆದವರಿಗೆ ಪ್ರಮಾಣ ಪತ್ರ ವಿತರಿಸಲಾಯಿತು. [1186,470,1332,546]
go-puja-headline: ಜಿಲ್ಲಾದ್ಯಂತ ಗೋ ಪೂಜೆಗೆ ಜನತೆ ಸಿದ್ಧತೆ [174,955,382,975]
auto-footer-note: ● ಹೇಗಿದೆ ವ್ಯವಸ್ಥೆ ? । ರೈಲ್ವೆ ನಿಲ್ದಾಣದಲ್ಲಿ [536,811,648,822]
rate-row: ಚಾಲಿ-10,109-23,130 [108,200,172,210]
photo-police-parade [417,343,864,453]
story-body-obituary: ● ಭದ್ರಾವತಿ: ನಗರದ ಹಳೆ ನಗರ ನಿವಾಸಿ ಕೆಂಪಮ್ಮ(60) ಅನಾರೋಗ್ಯದಿಂದ ನಿಧನ ಹೊಂದಿದರು. ಅವರಿಗೆ ಪತಿ, ಮಕ್ಕಳು ಹಾಗೂ ಮೊಮ್ಮಕ್ಕಳು ಇದ್ದಾರೆ. ಅಂತ್ಯಕ್ರಿಯೆ ಸ್ಥಳೀಯ ಚಿತಾಗಾರದಲ್ಲಿ ನೆರವೇರಿತು. ಅವರ ಅಗಲಿಕೆಗೆ ವಿವಿಧ ಸಂಘ ಸಂಸ್ಥೆಗಳು ಸಂತಾಪ ಸೂಚಿಸಿವೆ. [8,798,139,874]
police-kicker: ಪೊಲೀಸ್ ಹುತಾತ್ಮರ ದಿನಾಚರಣೆಯಲ್ಲಿ ನ್ಯಾ. ಮಂಜುನಾಥ ನಾಯಕ್ [422,285,661,297]
rate-column-shivamogga [13,145,105,211]
story-head-brush-day: ನ.7ರಂದು ರಾಷ್ಟ್ರೀಯ ಹಲ್ಲು ಉಜ್ಜುವೆ ದಿನ [8,228,206,269]
ad-logo-text-1: ಕಿರು [98,83,122,102]
quote-block-1 [417,459,634,510]
dateline: ಶಿವಮೊಗ್ಗ: [18,461,49,472]
story-text: ಅತಿ ಎತ್ತರ ಹಾಗೂ ಯಾವುದೇ ಕಠಿಣ ಸಂದರ್ಭದಲ್ಲೂ ಕರ್ತವ್ಯ ನಿರ್ವಹಿಸಿ ಪ್ರಾಣತ್ಯಾಗ ಮಾಡಿರುವ ಪೊಲೀಸರ ಸೇವೆ ಸ್ಮರಣೀಯ ಎಂದು ಪ್ರಧಾನ ಜಿಲ್ಲಾ ಮತ್ತು ಸೆಷನ್ಸ್ ನ್ಯಾಯಾಧೀಶ ಮಂಜುನಾಥ ನಾಯಕ್ ತಿಳಿಸಿದರು. ನಗರದ ಪೊಲೀಸ್ ಪರೇಡ್ ಮೈದಾನದಲ್ಲಿ ಮಂಗಳವಾರ ನಡೆದ ಪೊಲೀಸ್ ಹುತಾತ್ಮರ ದಿನಾಚರಣೆ ಕಾರ್ಯಕ್ರಮದಲ್ಲಿ ಹುತಾತ್ಮ ಯೋಧರಿಗೆ ಗೌರವ ನಮನ ಸಲ್ಲಿಸಿ ಮಾತನಾಡಿದರು. [219,352,409,428]
police-body-col1: ● ಶಿವಮೊಗ್ಗ: ಅತಿ ಎತ್ತರ ಹಾಗೂ ಯಾವುದೇ ಕಠಿಣ ಸಂದರ್ಭದಲ್ಲೂ ಕರ್ತವ್ಯ ನಿರ್ವಹಿಸಿ ಪ್ರಾಣತ್ಯಾಗ ಮಾಡಿರುವ ಪೊಲೀಸರ ಸೇವೆ ಸ್ಮರಣೀಯ ಎಂದು ಪ್ರಧಾನ ಜಿಲ್ಲಾ ಮತ್ತು ಸೆಷನ್ಸ್ ನ್ಯಾಯಾಧೀಶ ಮಂಜುನಾಥ ನಾಯಕ್ ತಿಳಿಸಿದರು. ನಗರದ ಪೊಲೀಸ್ ಪರೇಡ್ ಮೈದಾನದಲ್ಲಿ ಮಂಗಳವಾರ ನಡೆದ ಪೊಲೀಸ್ ಹುತಾತ್ಮರ ದಿನಾಚರಣೆ ಕಾರ್ಯಕ್ರಮದಲ್ಲಿ ಹುತಾತ್ಮ ಯೋಧರಿಗೆ ಗೌರವ ನಮನ ಸಲ್ಲಿಸಿ ಮಾತನಾಡಿದರು. [219,352,409,428]
auto-story [536,624,1126,938]
story-text: ದೀಪಾವಳಿ ಹಬ್ಬದ ಪ್ರಯುಕ್ತ ನಗರದ ಎಲ್ಲ ಅಂಗಡಿ ಮಳಿಗೆಗಳಲ್ಲಿ ಲಕ್ಷ್ಮೀ ಪೂಜೆ ಸಂಭ್ರಮದಿಂದ ನಡೆಯಿತು. ವರ್ತಕರು ತಮ್ಮ ಅಂಗಡಿಗಳನ್ನು ಬಾಳೆಕಂದು, ಮಾವಿನ ತೋರಣ, ಹೂವಿನ ಅಲಂಕಾರ ಮಾಡಿ ವಿಶೇಷ ಪೂಜೆ ಸಲ್ಲಿಸಿದರು. ಮಂಗಳವಾರ ಸಂಜೆ ಅಂಗಡಿಗಳಲ್ಲಿ ದೀಪಗಳನ್ನು ಬೆಳಗಿಸಿ ಲಕ್ಷ್ಮಿಗೆ ಪೂಜೆ ಸಲ್ಲಿಸಲಾಯಿತು. ಪಟಾಕಿ ಸಿಡಿಸಿ ಸಂಭ್ರಮ ಆಚರಿಸಲಾಯಿತು. ಗ್ರಾಹಕರಿಗೆ ಸಿಹಿ ಹಂಚಲಾಯಿತು. ವ್ಯಾಪಾರ ವಹಿವಾಟು ಉತ್ತಮವಾಗಿ ನಡೆದಿದ್ದು, ವರ್ತಕರಲ್ಲಿ ಹರ್ಷ ಮೂಡಿದೆ. [568,985,894,1047]
rate-col2-head: ಸಾಗರ [147,146,163,155]
firecracker-story [219,624,519,938]
rate-row: ಇಡಿ-20,199-34,599 [108,189,169,199]
go-puja-subhead: ಗೋವರ್ಧನ ಕೃಷ್ಣ ವ್ಯವಸ್ಥೆ [184,1114,256,1125]
hopcoms-box [914,951,1331,1168]
temp-min: ಕನಿಷ್ಠ 22° [724,17,753,52]
auto-footer-text: ಹೇಗಿದೆ ವ್ಯವಸ್ಥೆ ? । ರೈಲ್ವೆ ನಿಲ್ದಾಣದಲ್ಲಿ [543,811,648,822]
ad-adike-rates [8,73,206,216]
brand-logo-icon [1178,10,1204,36]
quote-mark-icon [648,459,670,481]
story-text: ಶಿವಮೊಗ್ಗ ಜಿಲ್ಲಾ ತೋಟಗಾರಿಕೆ ರೈತರ ಸಹಕಾರ ಮಾರಾಟ ಮತ್ತು ಸಂಸ್ಕರಣಾ ಸಂಘ (ಹಾಪ್‌ಕಾಮ್ಸ್) ನಿಯಮಿತ ಇದರ ನಿರ್ದೇಶಕರ ಆಯ್ಕೆ ನಡೆಯಿತು. ಅಧ್ಯಕ್ಷರಾಗಿ ಮತ್ತು ಉಪಾಧ್ಯಕ್ಷರಾಗಿ ಆಯ್ಕೆಯಾದವರಿಗೆ ಅಭಿನಂದನೆ ಸಲ್ಲಿಸಲಾಯಿತು. ಸಂಘದ ಸದಸ್ಯರು ಮತ್ತು ರೈತರು ಹೆಚ್ಚಿನ ಸಂಖ್ಯೆಯಲ್ಲಿ ಭಾಗವಹಿಸಿದ್ದರು. ತೋಟಗಾರಿಕೆ ಬೆಳೆಗಾರರಿಗೆ ಉತ್ತಮ ಮಾರುಕಟ್ಟೆ ಒದಗಿಸುವ ಮೂಲಕ ರೈತರ ಹಿತ ಕಾಪಾಡುವ ಭರವಸೆ ನೀಡಲಾಯಿತು. 15 ಕ್ಷೇತ್ರ ವ್ಯಾಪ್ತಿಯಲ್ಲಿ 150ಕ್ಕೂ ಮಿಕ್ಕಿದ ಮಳಿಗೆಗಳಿವೆ. [921,988,1325,1038]
photo-doctor-felicitation [219,653,519,788]
story-text: ಹಬ್ಬದ ಸಂಭ್ರಮದಲ್ಲಿ ಪಟಾಕಿ ಸಿಡಿಸುವಾಗ ಎಚ್ಚರಿಕೆ ವಹಿಸಬೇಕು. ಹಸಿರು ಪಟಾಕಿ ಬಳಸುವ ಮೂಲಕ ಪರಿಸರ ಹಾಗೂ ಆರೋಗ್ಯ ಸಂರಕ್ಷಣೆ ಮಾಡಬೇಕು ಎಂದು ಸರ್ಜಿ ಆಸ್ಪತ್ರೆಯ ಡಾ. ಸರ್ಜಿ ಹೇಳಿದರು. [219,801,315,890]
lakshmi-headline: ಅಂಗಡಿ ಮಳಿಗೆಗಳಲ್ಲಿ ಲಕ್ಷ್ಮೀ ಪೂಜೆ ಸಂಭ್ರಮ [629,960,833,978]
rate-row: ಸರಕು-54,689-93,598 [13,157,77,167]
story-text: ನಗರ ಮಹಾಸಭಾದಿಂದ ಅ.22 ರಂದು ಬುಧವಾರ ಬೆಳಗ್ಗೆ 9 ಗಂಟೆಗೆ ಸುರಭಿ ಗೋ ಶಾಲೆಯಲ್ಲಿ ಗೋ ಪೂಜೆ ನಡೆಯಲಿದೆ. ಸಾರ್ವಜನಿಕರು ಹೆಚ್ಚಿನ ಸಂಖ್ಯೆಯಲ್ಲಿ ಭಾಗವಹಿಸಬೇಕೆಂದು ಸಂಘಟಕರು ಕೋರಿದ್ದಾರೆ. ಗೋಗ್ರಾಸ ರೂಪದಲ್ಲಿ 200 ರೂ. ಕೊಡಬಹುದು. ಹೆಚ್ಚಿನ ಮಾಹಿತಿಗಾಗಿ ಸಂಘದ ಕಾರ್ಯದರ್ಶಿ ಬಿ.ಸಿ.ನಾಗರಾಜ್ ಅವರನ್ನು ಸಂಪರ್ಕಿಸಬಹುದು. ಮೊಬೈಲ್ ಸಂಖ್ಯೆಗೆ ಕರೆ ಮಾಡಿ ವಿವರ ಪಡೆಯಬಹುದು ಎಂದು ತಿಳಿಸಿದ್ದಾರೆ. [376,1025,548,1114]
ad-city: ಶಿವಮೊಗ್ಗ [93,131,121,141]
column-left [8,73,206,938]
police-body-col2: ದೇಶದ ಆಂತರಿಕ ಭದ್ರತೆ ಕಾಪಾಡುವಲ್ಲಿ ಪೊಲೀಸ್ ಇಲಾಖೆಯ ಪಾತ್ರ ಮಹತ್ವದ್ದು. ಸುಮಾರು 36,000 ಪೊಲೀಸ್ ಸಿಬ್ಬಂದಿಯನ್ನು ಹೊಂದಿದ್ದು, 23,000 ಸಿಬ್ಬಂದಿ ದಿನನಿತ್ಯ ಕಾರ್ಯನಿರ್ವಹಿಸುತ್ತಿದ್ದಾರೆ. ಸಮಾಜದ ಸ್ವಾಸ್ಥ್ಯ ಕಾಪಾಡುವಲ್ಲಿ ಪೊಲೀಸರ ಸೇವೆ ಅತ್ಯಂತ ಪ್ರಮುಖವಾದುದು ಎಂದು ಹೇಳಿದರು. ಪೊಲೀಸ್ ಇಲಾಖೆಯಲ್ಲಿ ಕೆಲಸ ಮಾಡುವವರು ಸದಾ ಎಚ್ಚರಿಕೆಯಿಂದ ಕರ್ತವ್ಯ ನಿರ್ವಹಿಸಬೇಕು. ಸಮಾಜದ ಸ್ವಾಸ್ಥ್ಯ ಕಾಪಾಡುವಲ್ಲಿ ಅವರ ಪಾತ್ರ ಮುಖ್ಯ ಎಂದರು. [219,438,409,526]
story-text: ಜಿಲ್ಲೆಯಾದ್ಯಂತ ದೀಪಾವಳಿ ಹಬ್ಬದ ಅಂಗವಾಗಿ ಗೋ ಪೂಜೆಗೆ ಸಿದ್ಧತೆ ನಡೆದಿದೆ. ಬುಧವಾರ ಮನೆ ಮನೆಗಳಲ್ಲಿ ಗೋ ಪೂಜೆ ನೆರವೇರಲಿದೆ. ಗೋವುಗಳಿಗೆ ಸ್ನಾನ ಮಾಡಿಸಿ, ಅಲಂಕಾರ ಮಾಡಿ, ವಿಶೇಷ ಪೂಜೆ ಸಲ್ಲಿಸಲಾಗುತ್ತದೆ. ರೈತರು ಹಾಗೂ ಗೋ ಪ್ರೇಮಿಗಳು ಈ ಹಬ್ಬವನ್ನು ಶ್ರದ್ಧಾ ಭಕ್ತಿಯಿಂದ ಆಚರಿಸುತ್ತಾರೆ. ನಗರದಲ್ಲಿನ ಗೋ ಶಾಲೆಗಳಲ್ಲಿ ವಿಶೇಷ ಪೂಜಾ ಕಾರ್ಯಕ್ರಮಗಳನ್ನು ಹಮ್ಮಿಕೊಳ್ಳಲಾಗಿದೆ. ಗೋ ಪೂಜೆಗೆ ಬೇಕಾದ ಹೂವು, ಹಣ್ಣು, ಬಾಳೆಕಂದು ಸೇರಿದಂತೆ ವಿವಿಧ ಪರಿಕರಗಳ ಮಾರಾಟ ಬಿರುಸಿನಿಂದ ಸಾಗಿದೆ. [8,990,177,1104]
rate-row: ಗೊರಬಲು -19,005-43,8509 [13,189,95,199]
story-text: ನಗರದ ಹಳೆ ನಗರ ನಿವಾಸಿ ಕೆಂಪಮ್ಮ(60) ಅನಾರೋಗ್ಯದಿಂದ ನಿಧನ ಹೊಂದಿದರು. ಅವರಿಗೆ ಪತಿ, ಮಕ್ಕಳು ಹಾಗೂ ಮೊಮ್ಮಕ್ಕಳು ಇದ್ದಾರೆ. ಅಂತ್ಯಕ್ರಿಯೆ ಸ್ಥಳೀಯ ಚಿತಾಗಾರದಲ್ಲಿ ನೆರವೇರಿತು. ಅವರ ಅಗಲಿಕೆಗೆ ವಿವಿಧ ಸಂಘ ಸಂಸ್ಥೆಗಳು ಸಂತಾಪ ಸೂಚಿಸಿವೆ. [8,798,139,874]
dateline: ಶಿವಮೊಗ್ಗ: [229,352,259,363]
top-photo-left-block [219,73,549,269]
top-mid-block [566,73,866,269]
rate-column-sagara [109,145,201,211]
photo-caption: ಹೊಸನಗರ: ತೀರ್ಥಹಳ್ಳಿಯಲ್ಲಿ ಶಿವಕ ಜಿಲ್ಲಾಮಟ್ಟದ ಪ್ರೌಢಶಾಲಾ ವಿದ್ಯಾರ್ಥಿಗಳ ಟೇಬಲ್ ಟೆನ್ನಿಸ್ ಕ್ರೀಡಾಕೂಟದಲ್ಲಿ ತಾಲೂಕಿನ ಮಲ್ಲೇಶ್ವರ ಪ್ರೌಢಶಾಲೆ ವಿದ್ಯಾರ್ಥಿಗಳು ಪ್ರಥಮ ಸ್ಥಾನ ಪಡೆದು ಪ್ರಶಸ್ತಿ ಗಳಿಸಿದರು. ತಂಡದ ಮುಖ್ಯ ತರಬೇತುದಾರ್ ದೃಶ್ಯ ಶಿಕ್ಷಕ ಮಹಮ್ಮದ್ ಮುಷ್ತಾಕ್, ಶಿಕ್ಷಕ ರೇಣುಕೇಶ್, ಎಸ್.ಟಿ.ಕುಮಾರ್ ಅಧ್ಯಕ್ಷ ಅಡಿಗ ಕುಮಾರ್ ಕೆ.ಕೆ ಅಭಿನಂದಿಸಿದರು. [883,237,1331,257]
hopcoms-body: ● ಶಿವಮೊಗ್ಗ ಜಿಲ್ಲಾ ತೋಟಗಾರಿಕೆ ರೈತರ ಸಹಕಾರ ಮಾರಾಟ ಮತ್ತು ಸಂಸ್ಕರಣಾ ಸಂಘ (ಹಾಪ್‌ಕಾಮ್ಸ್) ನಿಯಮಿತ ಇದರ ನಿರ್ದೇಶಕರ ಆಯ್ಕೆ ನಡೆಯಿತು. ಅಧ್ಯಕ್ಷರಾಗಿ ಮತ್ತು ಉಪಾಧ್ಯಕ್ಷರಾಗಿ ಆಯ್ಕೆಯಾದವರಿಗೆ ಅಭಿನಂದನೆ ಸಲ್ಲಿಸಲಾಯಿತು. ಸಂಘದ ಸದಸ್ಯರು ಮತ್ತು ರೈತರು ಹೆಚ್ಚಿನ ಸಂಖ್ಯೆಯಲ್ಲಿ ಭಾಗವಹಿಸಿದ್ದರು. ತೋಟಗಾರಿಕೆ ಬೆಳೆಗಾರರಿಗೆ ಉತ್ತಮ ಮಾರುಕಟ್ಟೆ ಒದಗಿಸುವ ಮೂಲಕ ರೈತರ ಹಿತ ಕಾಪಾಡುವ ಭರವಸೆ ನೀಡಲಾಯಿತು. 15 ಕ್ಷೇತ್ರ ವ್ಯಾಪ್ತಿಯಲ್ಲಿ 150ಕ್ಕೂ ಮಿಕ್ಕಿದ ಮಳಿಗೆಗಳಿವೆ. [921,988,1325,1038]
list-item: • ಹೊರಗ ಗಾರ್ಡ್ ನಿಲ್ದಾಣದ ನಿಯಂತ್ರಣ. ಅದರಲ್ಲಿಯೂ ಪ್ರದೇಶದ ನಿಗದಿತ ಮೊತ್ತ ಪಾವತಿ ವಾಗಿರುವುದೆ. ಈಗಲೇ ಆಯಿಸುವಾಗ ಬಾಂಕಿನ ಅಥವಾ ಮೊತ್ತ ನೀಡಬೇಕು. ಆಟೋ ಚಾಲಕರು ನಿಗದಿಗಿಂತ ಹೆಚ್ಚು ಹಣ ಕೇಳಿದರೆ ಕಂಟ್ರೋಲ್ ರೂಂ ನಂಬರ್‌ಗೆ ದೂರು ನೀಡಬಹುದು. [1155,734,1331,797]
rate-row: ರಾಶಿ-53,099-65,638 [13,168,74,178]
pointing-hand-icon [66,78,94,108]
benefits-box [1143,624,1331,938]
